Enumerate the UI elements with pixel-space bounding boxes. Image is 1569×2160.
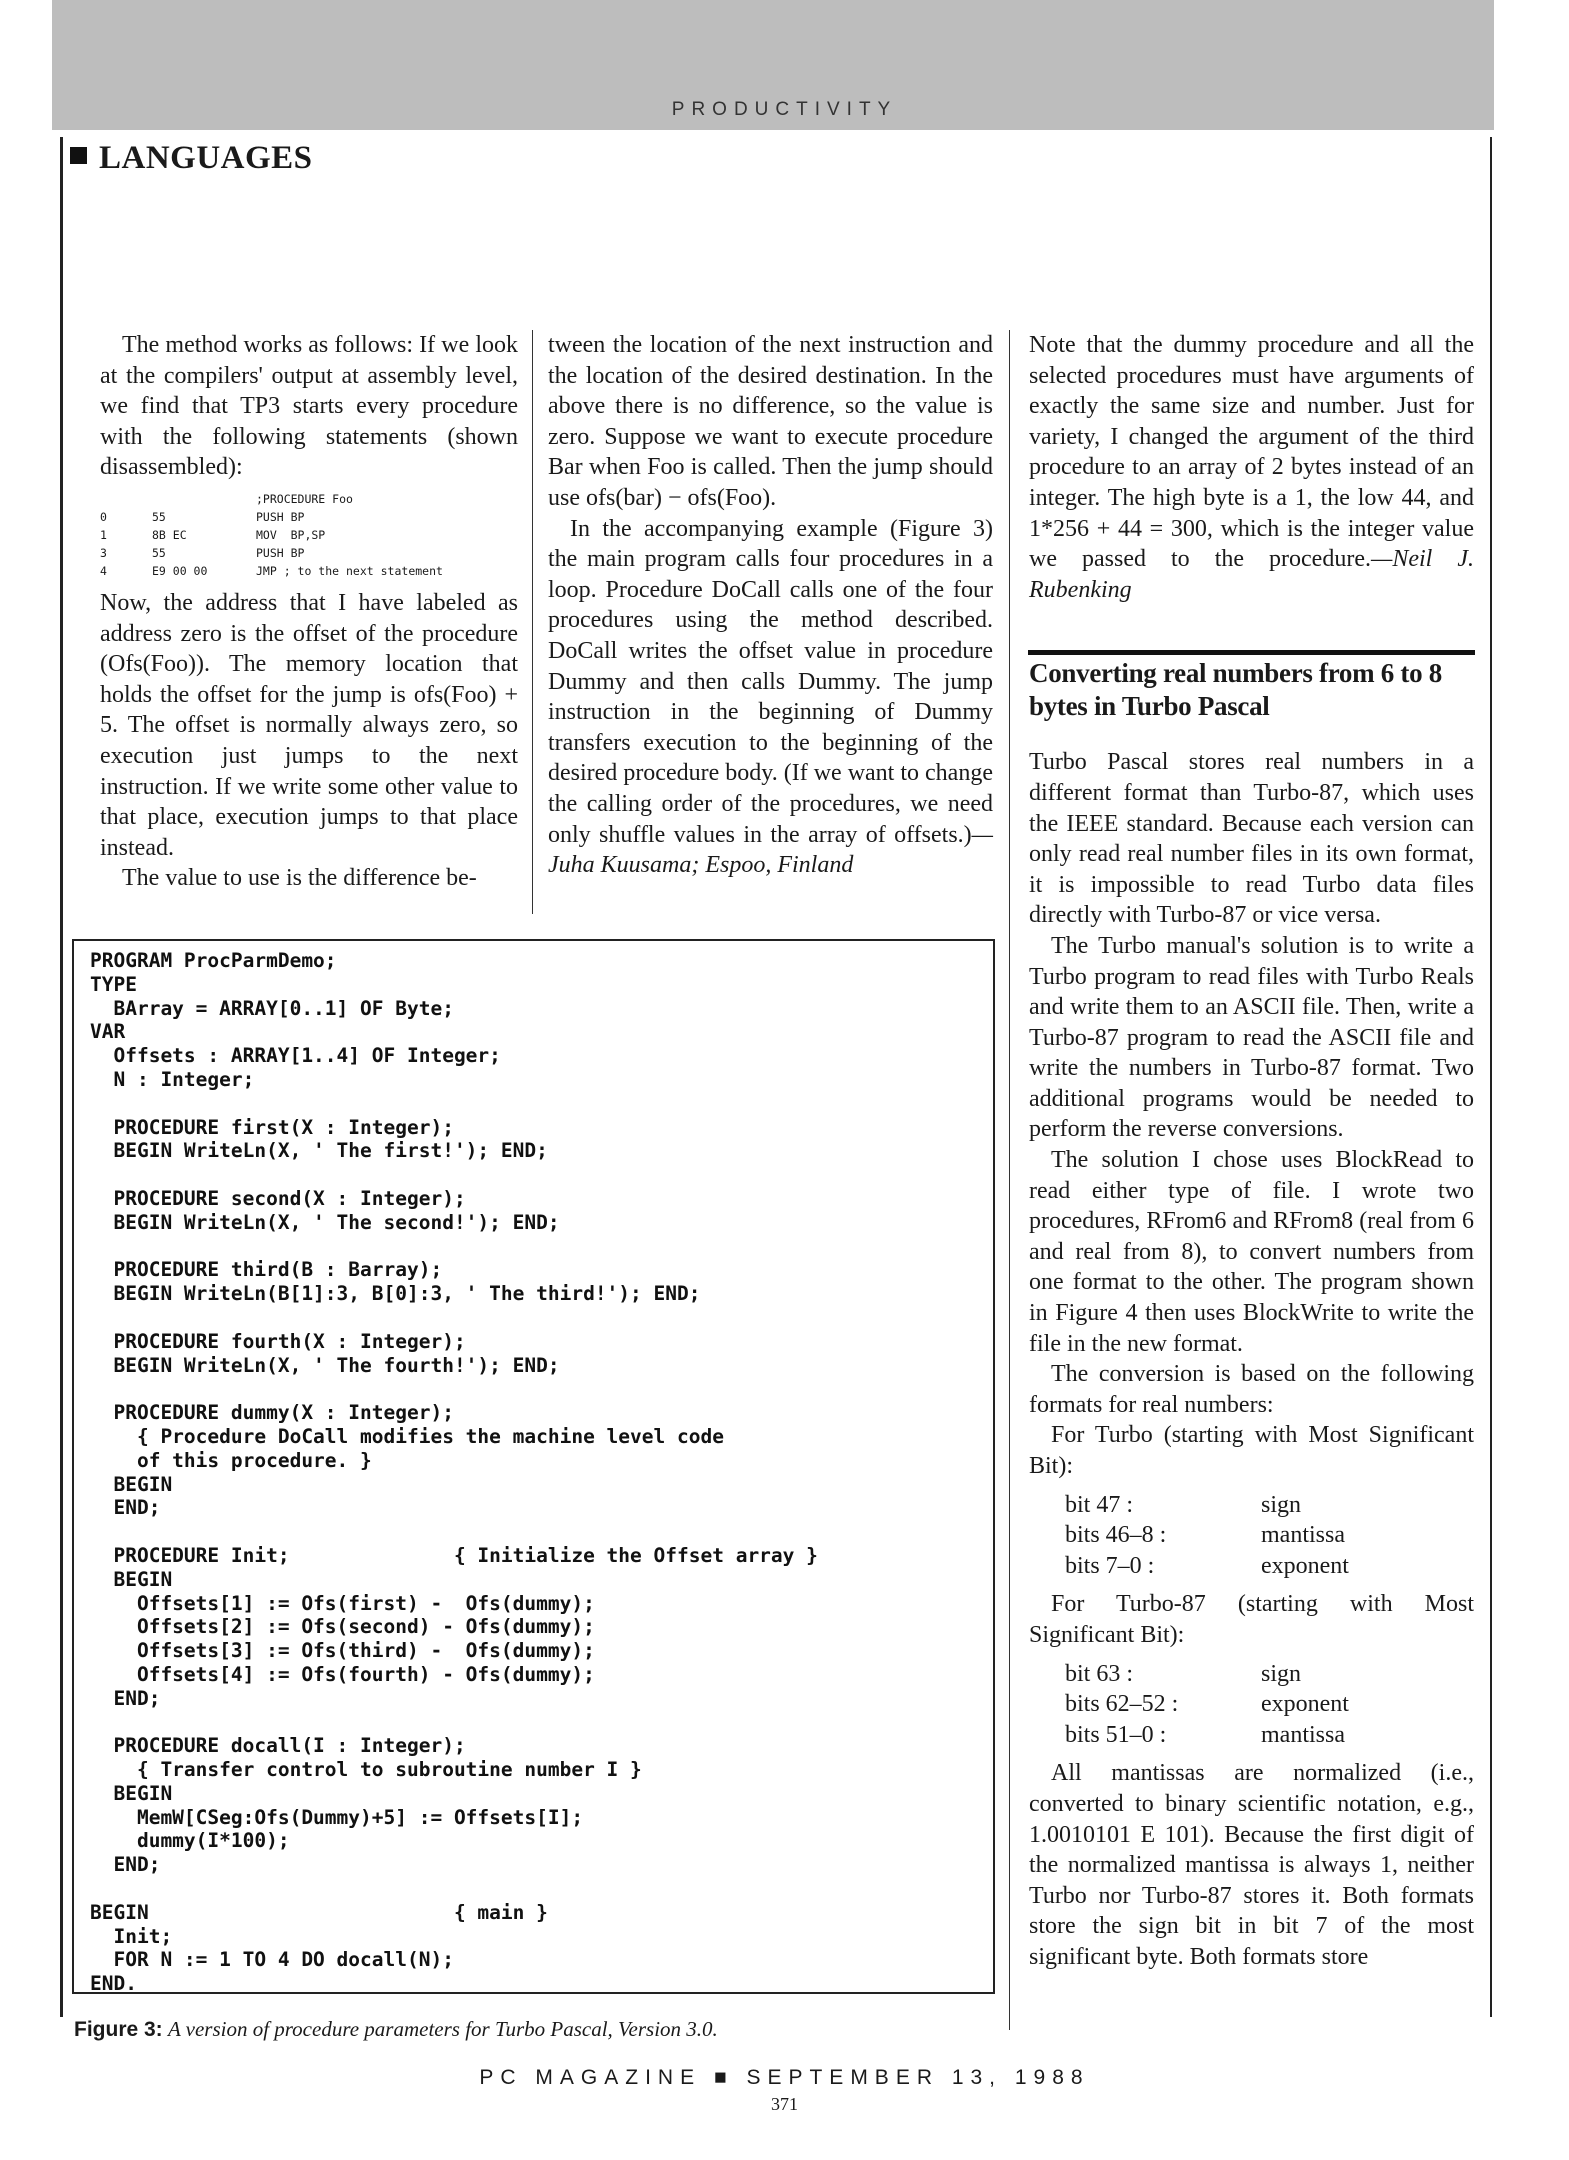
paragraph: For Turbo-87 (starting with Most Significant Bit): [1029,1591,1474,1648]
assembly-listing [100,490,518,580]
article-heading: Converting real numbers from 6 to 8 bytes in Turbo Pascal [1029,658,1442,722]
left-margin-rule [60,137,63,2017]
asm-comment: ;PROCEDURE Foo [256,491,353,506]
turbo-format-table [1065,1490,1474,1582]
paragraph: The solution I chose uses BlockRead to read either type of file. I wrote two procedures, RFrom6 and RFrom8 (real from 6 and real from 8), to convert numbers from one format to the other. The program shown in Figure 4 then uses BlockWrite to write the file in the new format. [1029,1147,1474,1357]
column-divider-2 [1009,330,1010,2030]
format-row: bits 7–0 : exponent [1065,1552,1349,1579]
author-credit: —Neil J. Rubenking [1029,546,1474,603]
paragraph: The conversion is based on the following formats for real numbers: [1029,1361,1474,1418]
column-3 [1029,330,1474,1973]
caption-text: A version of procedure parameters for Turbo Pascal, Version 3.0. [167,2017,718,2041]
bullet-square-icon [70,147,87,164]
asm-row: 3 55 PUSH BP [100,545,305,560]
asm-row: 1 8B EC MOV BP,SP [100,527,326,542]
figure-caption [74,2017,718,2042]
asm-row: 4 E9 00 00 JMP ; to the next statement [100,563,443,578]
page-number: 371 [771,2094,798,2114]
paragraph: The value to use is the difference be- [122,865,477,892]
column-1 [100,330,518,894]
format-row: bit 63 : sign [1065,1660,1302,1687]
paragraph: Note that the dummy procedure and all the selected procedures must have arguments of exactly the same size and number. Just for variety, I changed the argument of the third procedure to an array of 2 bytes instead of an integer. The high byte is a 1, the low 44, and 1*256 + 44 = 300, which is the integer value we passed to the procedure.—Neil J. Rubenking [1029,332,1474,603]
format-row: bits 51–0 : mantissa [1065,1721,1345,1748]
department-heading [70,140,313,177]
magazine-footer: PC MAGAZINE ■ SEPTEMBER 13, 1988 [479,2066,1090,2089]
section-title: PRODUCTIVITY [671,99,898,120]
format-row: bits 46–8 : mantissa [1065,1522,1345,1549]
column-2 [548,330,993,881]
paragraph: In the accompanying example (Figure 3) the main program calls four procedures in a loop. Procedure DoCall calls one of the four procedures using the method described. DoCall writes the offset value in procedure Dummy and then calls Dummy. The jump instruction in the beginning of Dummy transfers execution to the beginning of the desired procedure body. (If we want to change the calling order of the procedures, we need only shuffle values in the array of offsets.)—Juha Kuusama; Espoo, Finland [548,515,993,879]
caption-label: Figure 3: [74,2018,163,2041]
turbo87-format-table [1065,1659,1474,1751]
paragraph: The Turbo manual's solution is to write a Turbo program to read files with Turbo Reals and write them to an ASCII file. Then, write a Turbo-87 program to read the ASCII file and write the numbers in Turbo-87 format. Two additional programs would be needed to perform the reverse conversions. [1029,932,1474,1143]
section-rule [1028,650,1475,655]
column-divider-1 [532,330,533,914]
asm-row: 0 55 PUSH BP [100,509,305,524]
format-row: bit 47 : sign [1065,1491,1302,1518]
paragraph: Turbo Pascal stores real numbers in a different format than Turbo-87, which uses the IEEE standard. Because each version can only read real number files in its own format, it is impossible to read Turbo data files directly with Turbo-87 or vice versa. [1029,749,1474,929]
pascal-code-listing: PROGRAM ProcParmDemo; TYPE BArray = ARRAY[0..1] OF Byte; VAR Offsets : ARRAY[1..4] OF Integer; N : Integer; PROCEDURE first(X : Integer); BEGIN WriteLn(X, ' The first!'); END; PROCEDURE second(X : Integer); BEGIN WriteLn(X, ' The second!'); END; PROCEDURE third(B : Barray); BEGIN WriteLn(B[1]:3, B[0]:3, ' The third!'); END; PROCEDURE fourth(X : Integer); BEGIN WriteLn(X, ' The fourth!'); END; PROCEDURE dummy(X : Integer); { Procedure DoCall modifies the machine level code of this procedure. } BEGIN END; PROCEDURE Init; { Initialize the Offset array } BEGIN Offsets[1] := Ofs(first) - Ofs(dummy); Offsets[2] := Ofs(second) - Ofs(dummy); Offsets[3] := Ofs(third) - Ofs(dummy); Offsets[4] := Ofs(fourth) - Ofs(dummy); END; PROCEDURE docall(I : Integer); { Transfer control to subroutine number I } BEGIN MemW[CSeg:Ofs(Dummy)+5] := Offsets[I]; dummy(I*100); END; BEGIN { main } Init; FOR N := 1 TO 4 DO docall(N); END. [90,949,818,1996]
paragraph: Now, the address that I have labeled as address zero is the offset of the procedure (Ofs(Foo)). The memory location that holds the offset for the jump is ofs(Foo) + 5. The offset is normally always zero, so execution just jumps to the next instruction. If we write some other value to that place, execution jumps to that place instead. [100,589,518,861]
department-label: LANGUAGES [99,140,313,176]
format-row: bits 62–52 : exponent [1065,1691,1349,1718]
paragraph: All mantissas are normalized (i.e., converted to binary scientific notation, e.g., 1.0010101 E 101). Because the first digit of the normalized mantissa is always 1, neither Turbo nor Turbo-87 stores it. Both formats store the sign bit in bit 7 of the most significant byte. Both formats store [1029,1760,1474,1970]
paragraph: The method works as follows: If we look at the compilers' output at assembly level, we find that TP3 starts every procedure with the following statements (shown disassembled): [100,332,518,481]
figure-3-code-box [72,939,995,1994]
author-credit: —Juha Kuusama; Espoo, Finland [548,821,993,879]
paragraph: tween the location of the next instruction and the location of the desired destination. In the above there is no difference, so the value is zero. Suppose we want to execute procedure Bar when Foo is called. Then the jump should use ofs(bar) − ofs(Foo). [548,332,993,511]
paragraph: For Turbo (starting with Most Significant Bit): [1029,1422,1474,1479]
right-margin-rule [1490,137,1492,2017]
